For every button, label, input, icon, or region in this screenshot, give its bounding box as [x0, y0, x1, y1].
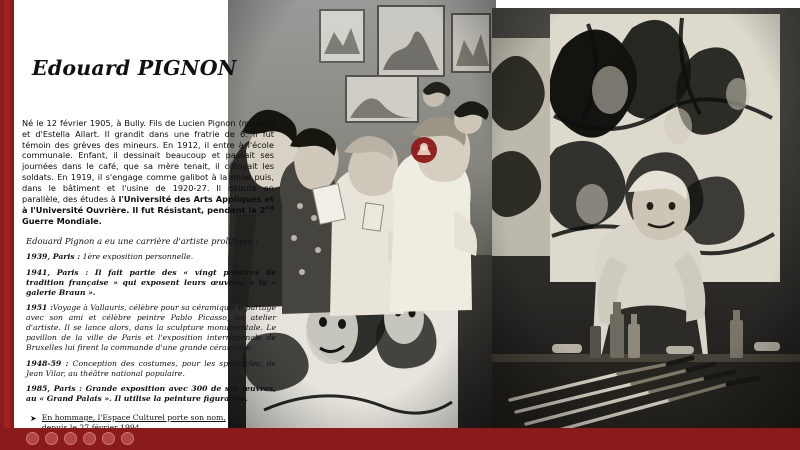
- career-entry-text: 1ère exposition personnelle.: [80, 252, 194, 261]
- page-title: Edouard PIGNON: [32, 56, 237, 80]
- biography-bold-text: l'Université des Arts Appliqués et à l'Université Ouvrière. Il fut Résistant, pendant la 2nd Guerre Mondiale.: [22, 193, 274, 227]
- left-accent-bar-highlight: [4, 0, 10, 450]
- biography-text: Né le 12 février 1905, à Bully. Fils de Lucien Pignon (mineur) et d'Estella Allart. Il grandit dans une fratrie de 6. Il fut témoin des grèves des mineurs. En 1912, il entre à l'école communale. Enfant, il dessinait beaucoup et passait ses journées dans le café, que sa mère tenait, il côtoyait les soldats. En 1919, il s'engage comme galibot à la mine puis, dans le bâtiment et l'usine de 1920-27. Il débute en parallèle, des études à: [22, 118, 274, 204]
- career-intro: Edouard Pignon a eu une carrière d'artiste prolifique :: [26, 236, 258, 246]
- career-entry-year: 1985, Paris :: [26, 384, 83, 393]
- career-entry: [26, 303, 276, 353]
- career-entry: [26, 268, 276, 298]
- career-entry: [26, 384, 276, 404]
- decorative-dot: [83, 432, 96, 445]
- career-entry-year: 1939, Paris :: [26, 252, 81, 261]
- arrow-bullet-icon: ➤: [30, 414, 37, 423]
- decorative-dot: [121, 432, 134, 445]
- career-entry-year: 1948-59 :: [26, 358, 69, 368]
- career-entry-year: 1941, Paris :: [26, 267, 89, 277]
- career-entry: [26, 359, 276, 379]
- text-column: [20, 0, 277, 450]
- left-accent-bar: [0, 0, 14, 450]
- photo-artist-in-studio: [492, 8, 800, 442]
- career-entry-year: 1951 :: [26, 303, 53, 312]
- biography-paragraph: [22, 118, 274, 227]
- career-entries: [26, 252, 276, 410]
- bottom-strip: [0, 428, 800, 450]
- career-entry-text: Voyage à Vallauris, célèbre pour sa céramique, il partage avec son ami et célèbre peintre Pablo Picasso, un atelier d'artiste. Il se lance alors, dans la sculpture monumentale. Le pavillon de la ville de Paris et l'exposition internationale de Bruxelles lui firent la commande d'une grande céramique.: [26, 303, 277, 352]
- decorative-dot: [102, 432, 115, 445]
- footer-note-line1: En hommage, l'Espace Culturel porte son nom,: [41, 413, 226, 422]
- decorative-dots: [26, 432, 134, 445]
- career-entry-text: Il fait partie des « vingt peintres de tradition française » qui exposent leurs œuvres, à la « galerie Braun ».: [26, 267, 276, 297]
- career-entry-text: Grande exposition avec 300 de ses œuvres, au « Grand Palais ». Il utilise la peinture figurative.: [26, 384, 276, 403]
- decorative-dot: [26, 432, 39, 445]
- career-entry: [26, 252, 276, 262]
- decorative-dot: [64, 432, 77, 445]
- career-entry-text: Conception des costumes, pour les spectacles, de Jean Vilar, au théâtre national populaire.: [26, 358, 276, 378]
- decorative-dot: [45, 432, 58, 445]
